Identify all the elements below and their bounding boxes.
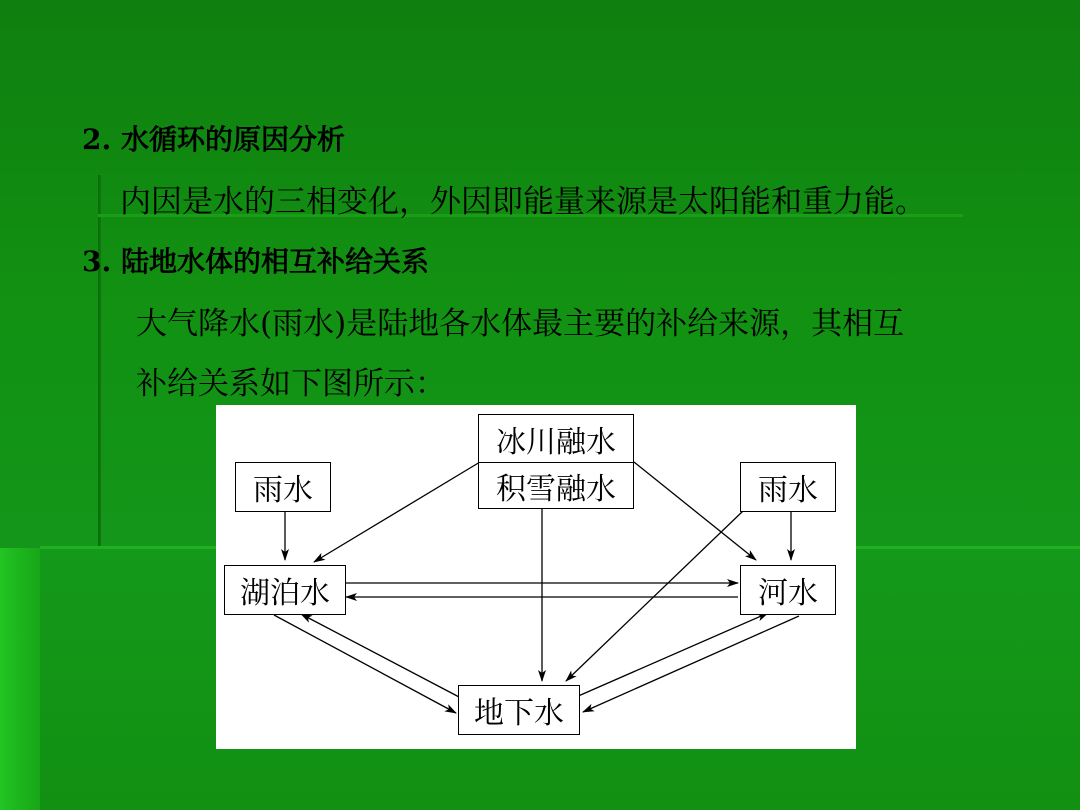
- node-snow-melt: 积雪融水: [478, 462, 634, 509]
- section3-body-line2: 补给关系如下图所示：: [136, 366, 446, 402]
- arrow-river-to-groundwater: [583, 616, 799, 712]
- node-rain-right: 雨水: [740, 462, 836, 512]
- arrow-groundwater-to-river: [576, 613, 768, 697]
- arrow-groundwater-to-lake: [301, 614, 461, 698]
- node-glacier-melt: 冰川融水: [478, 414, 634, 464]
- node-lake-water: 湖泊水: [224, 565, 346, 615]
- node-groundwater: 地下水: [458, 685, 580, 735]
- section2-body: 内因是水的三相变化，外因即能量来源是太阳能和重力能。: [120, 184, 926, 220]
- left-accent-strip: [0, 548, 40, 810]
- arrow-snow-to-river: [634, 462, 756, 560]
- arrow-snow-to-lake: [314, 462, 480, 562]
- section3-body-line1: 大气降水(雨水)是陆地各水体最主要的补给来源，其相互: [136, 306, 905, 342]
- vertical-divider: [98, 175, 101, 548]
- section3-heading: 3. 陆地水体的相互补给关系: [82, 245, 429, 278]
- water-cycle-diagram: [216, 405, 856, 749]
- arrow-rain-to-groundwater: [566, 511, 743, 681]
- arrow-lake-to-groundwater: [274, 615, 456, 713]
- node-river-water: 河水: [740, 565, 836, 615]
- section2-heading: 2. 水循环的原因分析: [82, 123, 345, 156]
- node-rain-left: 雨水: [235, 462, 331, 512]
